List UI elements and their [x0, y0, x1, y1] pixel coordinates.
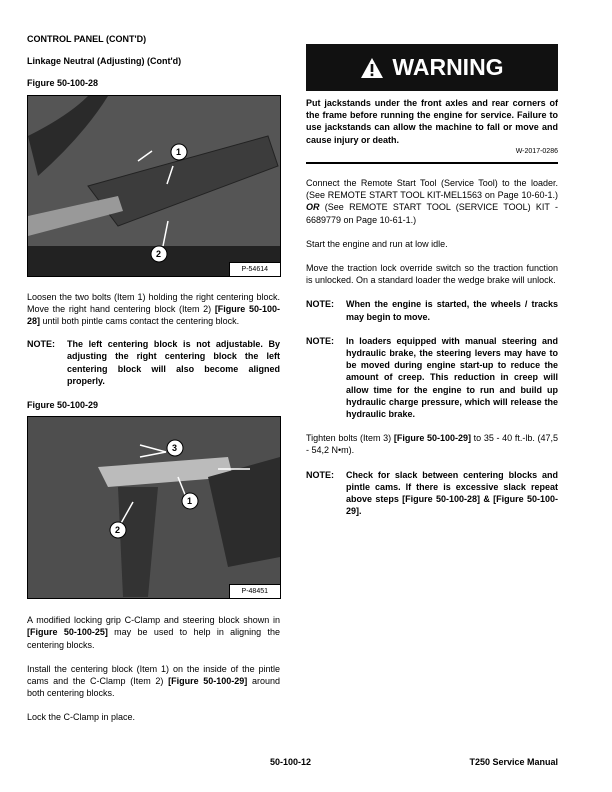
paragraph: Start the engine and run at low idle. [306, 238, 448, 249]
figure-ref-link[interactable]: [Figure 50-100-25] [27, 627, 108, 638]
warning-banner [306, 44, 558, 91]
callout-1: 1 [187, 496, 193, 507]
callout-2: 2 [156, 248, 162, 259]
page-number: 50-100-12 [270, 757, 312, 767]
warning-title: WARNING [392, 54, 504, 81]
warning-text: Put jackstands under the front axles and rear corners of the frame before running the engine for service. Failure to use jackstands can allow the machine to fall or move and cause injury or death. [306, 98, 558, 145]
warning-code: W-2017-0286 [515, 147, 558, 155]
paragraph: Move the traction lock override switch so the traction function is unlocked. On a standard loader the wedge brake will unlock. [306, 263, 558, 286]
figure-ref-link[interactable]: [Figure 50-100-29] [168, 676, 248, 687]
paragraph: Tighten bolts (Item 3) [Figure 50-100-29] to 35 - 40 ft.-lb. (47,5 - 54,2 N•m). [306, 433, 558, 456]
figure-title: Figure 50-100-28 [27, 78, 99, 89]
paragraph: Connect the Remote Start Tool (Service Tool) to the loader. (See REMOTE START TOOL KIT-MEL1563 on Page 10-60-1.) OR (See REMOTE START TOOL (SERVICE TOOL) KIT - 6689779 on Page 10-61-1.) [306, 178, 558, 225]
paragraph: Lock the C-Clamp in place. [27, 712, 136, 723]
figure-ref-link[interactable]: [Figure 50-100-29] [393, 433, 472, 444]
right-column [306, 44, 558, 517]
figure-photo-50-100-29 [27, 416, 281, 599]
divider [306, 162, 558, 164]
callout-1: 1 [176, 146, 182, 157]
note: NOTE: Check for slack between centering blocks and pintle cams. If there is excessive slack repeat above steps [Figure 50-100-28] & [Figure 50-100-29]. [306, 469, 558, 517]
warning-triangle-icon [360, 57, 384, 79]
manual-title: T250 Service Manual [469, 757, 558, 767]
paragraph: Loosen the two bolts (Item 1) holding the right centering block. Move the right hand centering block (Item 2) [Figure 50-100-28] until both pintle cams contact the centering block. [27, 291, 280, 327]
photo-illustration [28, 96, 280, 276]
note: NOTE: The left centering block is not adjustable. By adjusting the right centering block the left centering block will also become aligned properly. [27, 339, 280, 386]
figure-title: Figure 50-100-29 [27, 400, 99, 411]
figure-photo-50-100-28 [27, 95, 281, 277]
left-column [27, 33, 280, 724]
photo-code: P-54614 [229, 262, 280, 276]
section-heading: CONTROL PANEL (CONT'D) [27, 34, 147, 44]
paragraph: A modified locking grip C-Clamp and steering block shown in [Figure 50-100-25] may be used to help in aligning the centering blocks. [27, 615, 280, 650]
callout-3: 3 [172, 443, 178, 454]
callout-2: 2 [115, 525, 121, 536]
subsection-heading: Linkage Neutral (Adjusting) (Cont'd) [27, 56, 182, 67]
figure-ref-link[interactable]: [Figure 50-100-28] [27, 303, 280, 327]
paragraph: Install the centering block (Item 1) on the inside of the pintle cams and the C-Clamp (Item 2) [Figure 50-100-29] around both centering blocks. [27, 663, 280, 699]
photo-illustration [28, 417, 280, 598]
note: NOTE: In loaders equipped with manual steering and hydraulic brake, the steering levers may have to be moved during engine start-up to reduce the amount of creep. This reduction in creep will allow time for the engine to run and build up hydraulic charge pressure, which will release the hydraulic brake. [306, 335, 558, 420]
photo-code: P-48451 [229, 584, 280, 598]
note: NOTE: When the engine is started, the wheels / tracks may begin to move. [306, 299, 558, 322]
